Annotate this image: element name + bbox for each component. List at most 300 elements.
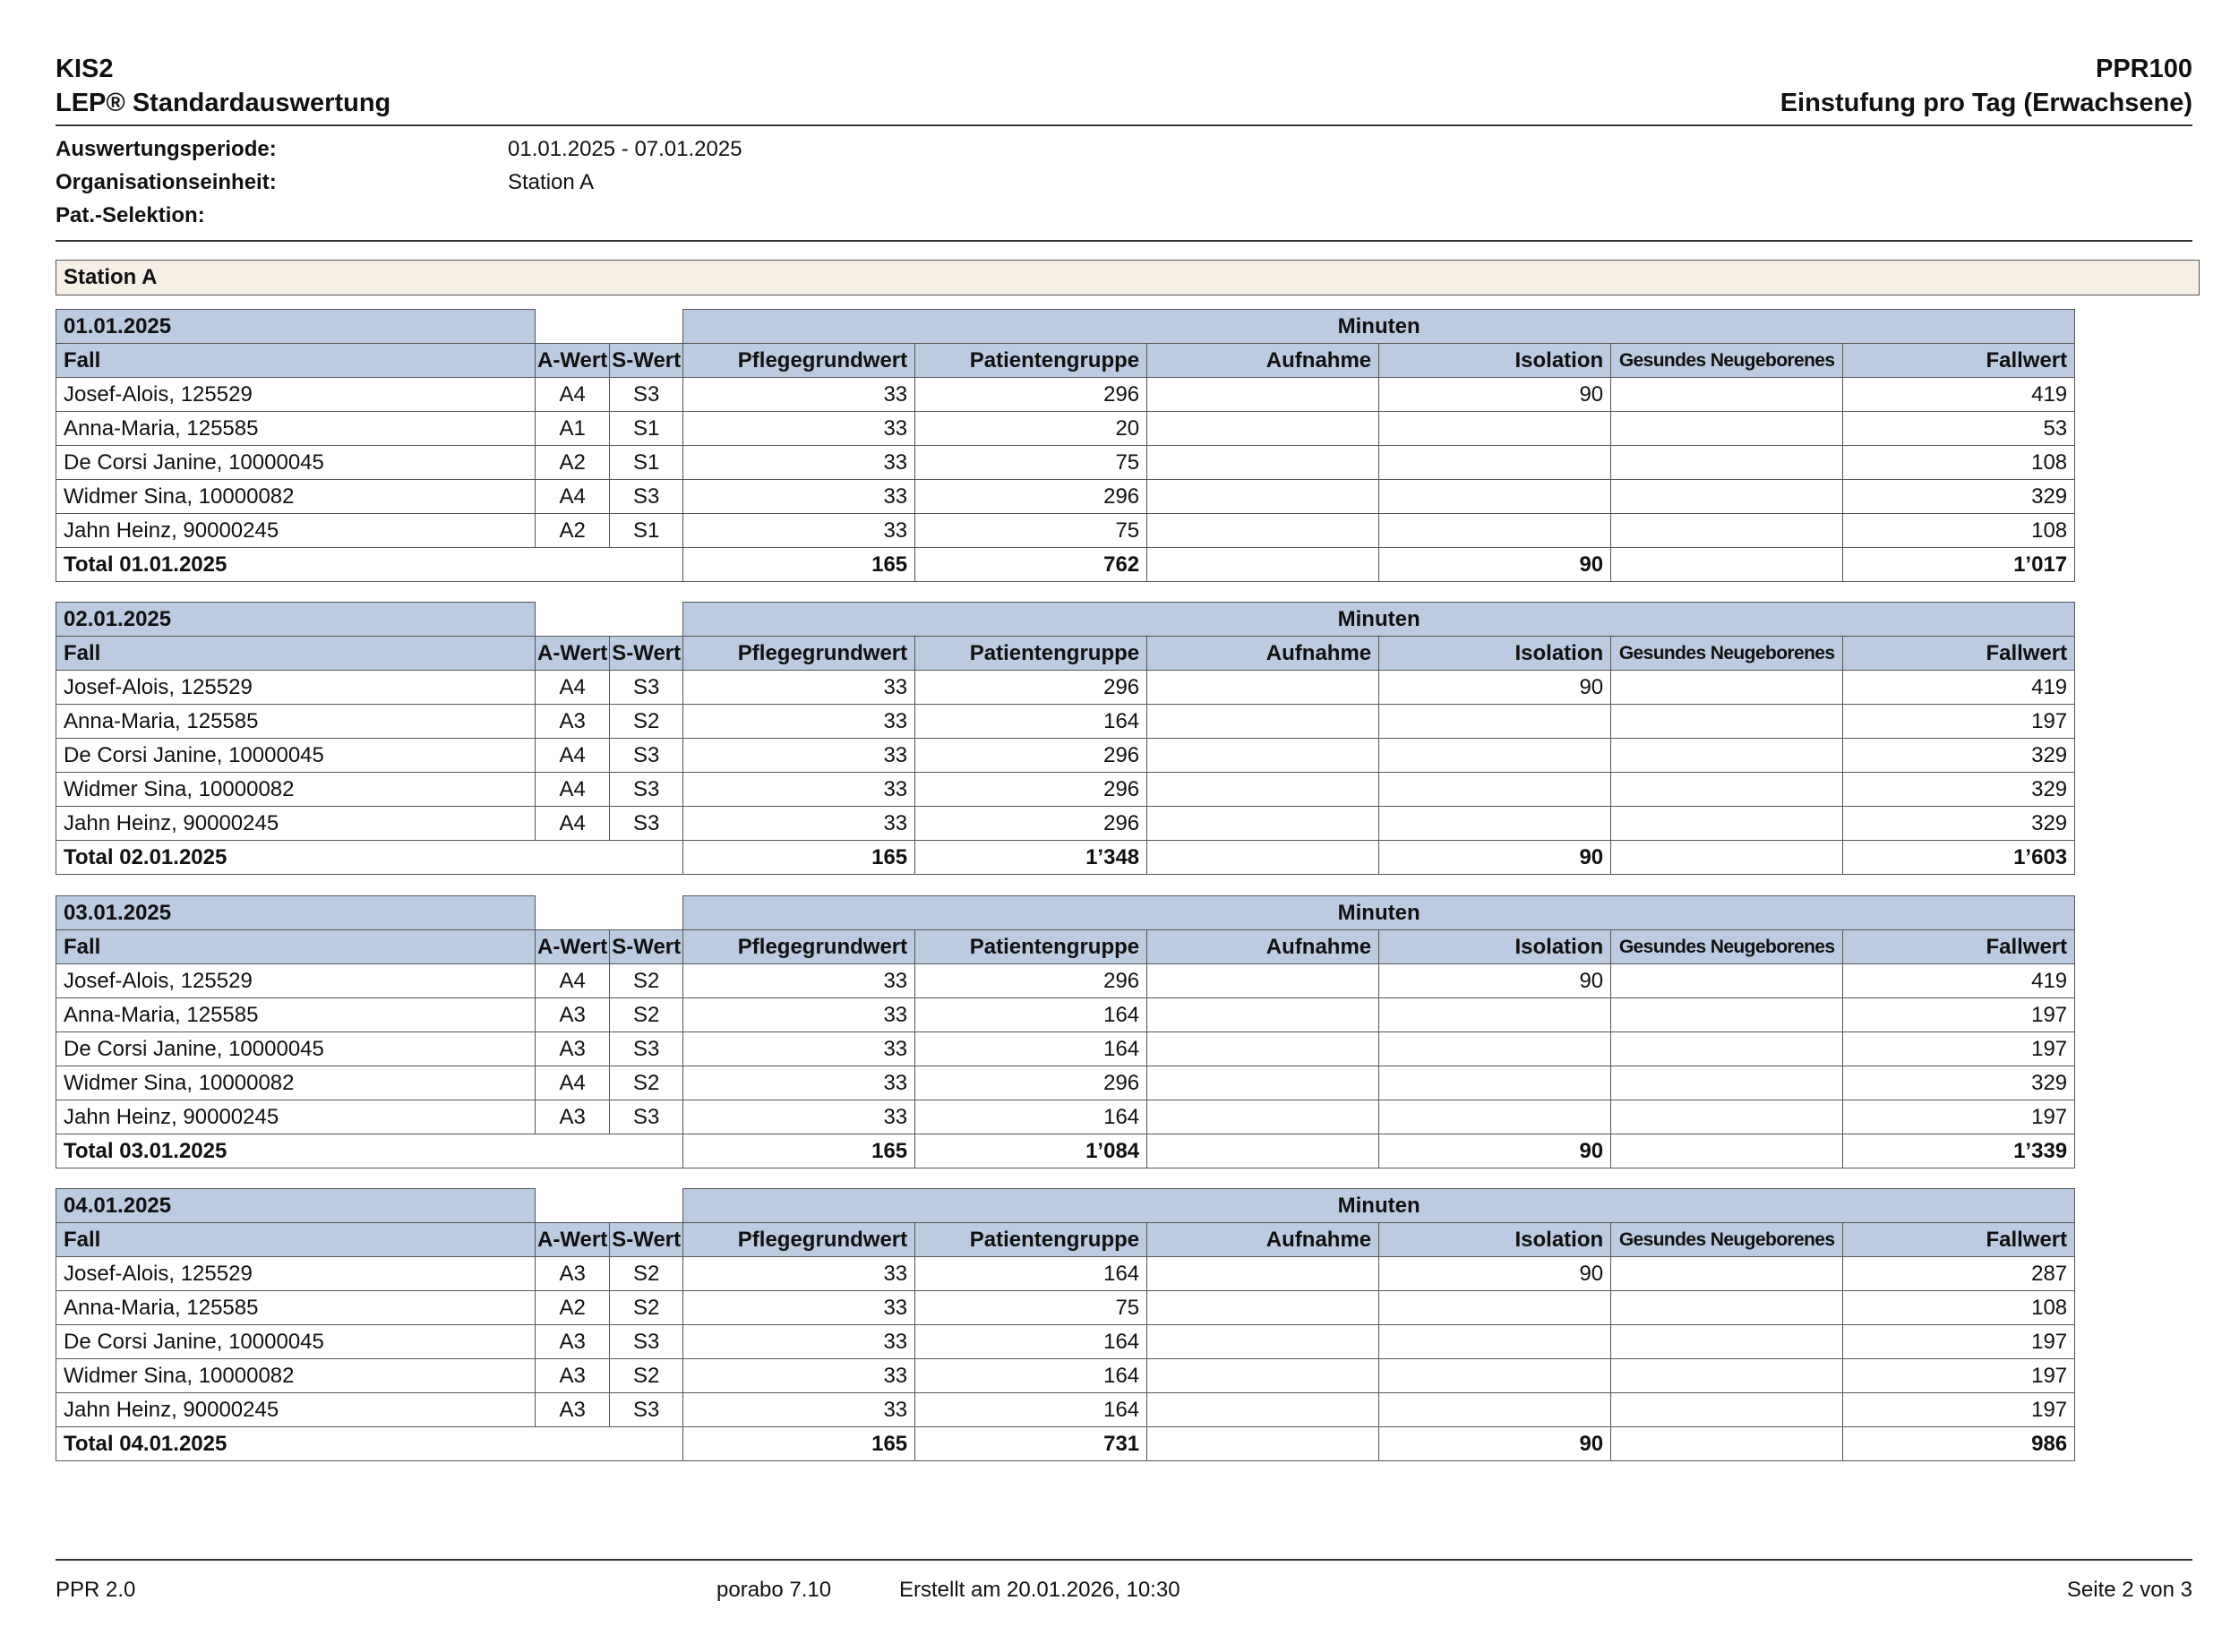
total-aufnahme — [1147, 548, 1379, 582]
total-label: Total 04.01.2025 — [56, 1427, 683, 1461]
total-fallwert: 1’017 — [1843, 548, 2075, 582]
cell-a-wert: A4 — [536, 739, 610, 773]
total-neugeborenes — [1611, 548, 1843, 582]
cell-s-wert: S3 — [610, 378, 683, 412]
cell-pflege: 33 — [683, 807, 915, 841]
total-pflege: 165 — [683, 1427, 915, 1461]
cell-isolation — [1379, 998, 1611, 1032]
cell-pflege: 33 — [683, 1100, 915, 1134]
cell-a-wert: A3 — [536, 1359, 610, 1393]
day-date-label: 04.01.2025 — [64, 1193, 172, 1218]
cell-neugeborenes — [1611, 1291, 1843, 1325]
total-neugeborenes — [1611, 1427, 1843, 1461]
col-pflege: Pflegegrundwert — [683, 637, 915, 671]
col-aufnahme: Aufnahme — [1147, 1223, 1379, 1257]
cell-fall: Jahn Heinz, 90000245 — [56, 514, 536, 548]
cell-fall: Jahn Heinz, 90000245 — [56, 1100, 536, 1134]
app-name: KIS2 — [56, 55, 114, 83]
cell-s-wert: S3 — [610, 1032, 683, 1066]
cell-aufnahme — [1147, 964, 1379, 998]
col-fall: Fall — [56, 637, 536, 671]
cell-isolation — [1379, 480, 1611, 514]
cell-aufnahme — [1147, 1100, 1379, 1134]
col-s-wert: S-Wert — [610, 344, 683, 378]
cell-neugeborenes — [1611, 480, 1843, 514]
cell-patgruppe: 164 — [915, 998, 1147, 1032]
total-aufnahme — [1147, 1134, 1379, 1168]
total-aufnahme — [1147, 1427, 1379, 1461]
cell-patgruppe: 20 — [915, 412, 1147, 446]
cell-fallwert: 329 — [1843, 1066, 2075, 1100]
cell-a-wert: A1 — [536, 412, 610, 446]
cell-aufnahme — [1147, 1359, 1379, 1393]
col-a-wert: A-Wert — [536, 344, 610, 378]
total-row — [56, 841, 2075, 875]
cell-s-wert: S2 — [610, 1291, 683, 1325]
col-isolation: Isolation — [1379, 1223, 1611, 1257]
cell-aufnahme — [1147, 412, 1379, 446]
total-neugeborenes — [1611, 841, 1843, 875]
table-row — [56, 807, 2075, 841]
cell-aufnahme — [1147, 705, 1379, 739]
table-row — [56, 1032, 2075, 1066]
cell-s-wert: S2 — [610, 998, 683, 1032]
total-isolation: 90 — [1379, 841, 1611, 875]
cell-a-wert: A4 — [536, 773, 610, 807]
cell-pflege: 33 — [683, 1359, 915, 1393]
cell-aufnahme — [1147, 1032, 1379, 1066]
col-fallwert: Fallwert — [1843, 637, 2075, 671]
cell-fallwert: 197 — [1843, 1325, 2075, 1359]
cell-a-wert: A3 — [536, 1325, 610, 1359]
cell-fall: Josef-Alois, 125529 — [56, 671, 536, 705]
minuten-group-header: Minuten — [683, 603, 2075, 637]
column-header-row — [56, 930, 2075, 964]
cell-isolation — [1379, 705, 1611, 739]
col-aufnahme: Aufnahme — [1147, 344, 1379, 378]
total-fallwert: 986 — [1843, 1427, 2075, 1461]
cell-patgruppe: 75 — [915, 1291, 1147, 1325]
col-pflege: Pflegegrundwert — [683, 930, 915, 964]
col-isolation: Isolation — [1379, 930, 1611, 964]
cell-a-wert: A4 — [536, 807, 610, 841]
station-header: Station A — [56, 260, 2200, 295]
cell-s-wert: S2 — [610, 705, 683, 739]
cell-fall: Josef-Alois, 125529 — [56, 1257, 536, 1291]
col-fallwert: Fallwert — [1843, 344, 2075, 378]
footer-page-number: Seite 2 von 3 — [2066, 1578, 2192, 1602]
cell-a-wert: A2 — [536, 514, 610, 548]
cell-s-wert: S3 — [610, 739, 683, 773]
table-row — [56, 446, 2075, 480]
total-neugeborenes — [1611, 1134, 1843, 1168]
col-a-wert: A-Wert — [536, 930, 610, 964]
cell-patgruppe: 296 — [915, 807, 1147, 841]
cell-fall: Widmer Sina, 10000082 — [56, 1066, 536, 1100]
cell-patgruppe: 75 — [915, 514, 1147, 548]
day-date-label: 02.01.2025 — [64, 606, 172, 631]
column-header-row — [56, 344, 2075, 378]
cell-pflege: 33 — [683, 412, 915, 446]
col-fall: Fall — [56, 1223, 536, 1257]
cell-fallwert: 419 — [1843, 378, 2075, 412]
cell-pflege: 33 — [683, 1032, 915, 1066]
report-meta — [56, 133, 742, 232]
cell-neugeborenes — [1611, 964, 1843, 998]
cell-a-wert: A4 — [536, 671, 610, 705]
cell-s-wert: S3 — [610, 807, 683, 841]
cell-a-wert: A3 — [536, 1393, 610, 1427]
cell-isolation — [1379, 807, 1611, 841]
day-date — [56, 310, 536, 344]
cell-neugeborenes — [1611, 1325, 1843, 1359]
cell-aufnahme — [1147, 773, 1379, 807]
day-date — [56, 896, 536, 930]
cell-pflege: 33 — [683, 1393, 915, 1427]
cell-fall: Anna-Maria, 125585 — [56, 412, 536, 446]
table-row — [56, 998, 2075, 1032]
day-date — [56, 603, 536, 637]
cell-isolation — [1379, 1032, 1611, 1066]
day-header-row — [56, 1189, 2075, 1223]
col-neugeborenes: Gesundes Neugeborenes — [1611, 930, 1843, 964]
cell-pflege: 33 — [683, 1066, 915, 1100]
cell-pflege: 33 — [683, 514, 915, 548]
total-pflege: 165 — [683, 841, 915, 875]
col-fall: Fall — [56, 930, 536, 964]
day-header-row — [56, 310, 2075, 344]
cell-aufnahme — [1147, 739, 1379, 773]
table-row — [56, 378, 2075, 412]
cell-pflege: 33 — [683, 739, 915, 773]
cell-patgruppe: 75 — [915, 446, 1147, 480]
col-a-wert: A-Wert — [536, 637, 610, 671]
cell-neugeborenes — [1611, 1100, 1843, 1134]
minuten-group-header: Minuten — [683, 1189, 2075, 1223]
cell-aufnahme — [1147, 998, 1379, 1032]
cell-neugeborenes — [1611, 1032, 1843, 1066]
cell-pflege: 33 — [683, 705, 915, 739]
cell-a-wert: A3 — [536, 1257, 610, 1291]
col-pflege: Pflegegrundwert — [683, 344, 915, 378]
cell-a-wert: A3 — [536, 1032, 610, 1066]
cell-s-wert: S2 — [610, 1066, 683, 1100]
total-isolation: 90 — [1379, 1427, 1611, 1461]
col-isolation: Isolation — [1379, 344, 1611, 378]
cell-pflege: 33 — [683, 1257, 915, 1291]
day-date-label: 03.01.2025 — [64, 900, 172, 925]
col-s-wert: S-Wert — [610, 930, 683, 964]
cell-aufnahme — [1147, 1066, 1379, 1100]
cell-fallwert: 329 — [1843, 739, 2075, 773]
col-fallwert: Fallwert — [1843, 930, 2075, 964]
cell-neugeborenes — [1611, 705, 1843, 739]
total-row — [56, 548, 2075, 582]
cell-patgruppe: 164 — [915, 705, 1147, 739]
table-row — [56, 1393, 2075, 1427]
table-row — [56, 412, 2075, 446]
meta-label: Auswertungsperiode: — [56, 137, 277, 161]
meta-divider — [56, 240, 2192, 242]
col-s-wert: S-Wert — [610, 1223, 683, 1257]
cell-fall: Josef-Alois, 125529 — [56, 378, 536, 412]
total-label: Total 01.01.2025 — [56, 548, 683, 582]
cell-isolation: 90 — [1379, 964, 1611, 998]
cell-fallwert: 329 — [1843, 773, 2075, 807]
column-header-row — [56, 637, 2075, 671]
report-header-left — [56, 52, 390, 120]
total-row — [56, 1134, 2075, 1168]
cell-patgruppe: 296 — [915, 671, 1147, 705]
cell-s-wert: S1 — [610, 446, 683, 480]
report-header-right — [1780, 52, 2192, 120]
cell-patgruppe: 296 — [915, 480, 1147, 514]
total-row — [56, 1427, 2075, 1461]
table-row — [56, 964, 2075, 998]
cell-isolation — [1379, 1100, 1611, 1134]
cell-pflege: 33 — [683, 773, 915, 807]
cell-aufnahme — [1147, 807, 1379, 841]
cell-fallwert: 108 — [1843, 514, 2075, 548]
meta-patient-selection — [56, 199, 742, 232]
cell-a-wert: A2 — [536, 446, 610, 480]
cell-fall: De Corsi Janine, 10000045 — [56, 446, 536, 480]
cell-s-wert: S3 — [610, 1100, 683, 1134]
cell-aufnahme — [1147, 480, 1379, 514]
cell-patgruppe: 164 — [915, 1032, 1147, 1066]
cell-s-wert: S2 — [610, 1257, 683, 1291]
spacer — [536, 603, 683, 637]
cell-a-wert: A4 — [536, 480, 610, 514]
report-subtitle: LEP® Standardauswertung — [56, 89, 391, 117]
cell-fall: De Corsi Janine, 10000045 — [56, 739, 536, 773]
cell-fall: De Corsi Janine, 10000045 — [56, 1325, 536, 1359]
day-table — [56, 309, 2075, 582]
table-row — [56, 739, 2075, 773]
day-header-row — [56, 896, 2075, 930]
col-pflege: Pflegegrundwert — [683, 1223, 915, 1257]
cell-fallwert: 329 — [1843, 480, 2075, 514]
cell-isolation — [1379, 739, 1611, 773]
cell-a-wert: A3 — [536, 705, 610, 739]
cell-neugeborenes — [1611, 446, 1843, 480]
cell-pflege: 33 — [683, 1291, 915, 1325]
table-row — [56, 514, 2075, 548]
col-patgruppe: Patientengruppe — [915, 1223, 1147, 1257]
cell-aufnahme — [1147, 1257, 1379, 1291]
cell-fall: Anna-Maria, 125585 — [56, 998, 536, 1032]
col-patgruppe: Patientengruppe — [915, 930, 1147, 964]
cell-isolation — [1379, 446, 1611, 480]
day-header-row — [56, 603, 2075, 637]
cell-patgruppe: 164 — [915, 1359, 1147, 1393]
cell-patgruppe: 164 — [915, 1393, 1147, 1427]
cell-neugeborenes — [1611, 807, 1843, 841]
day-table — [56, 602, 2075, 875]
cell-a-wert: A4 — [536, 378, 610, 412]
cell-fall: Jahn Heinz, 90000245 — [56, 1393, 536, 1427]
cell-fallwert: 197 — [1843, 1359, 2075, 1393]
col-patgruppe: Patientengruppe — [915, 637, 1147, 671]
cell-aufnahme — [1147, 1393, 1379, 1427]
cell-patgruppe: 164 — [915, 1257, 1147, 1291]
table-row — [56, 1257, 2075, 1291]
column-header-row — [56, 1223, 2075, 1257]
col-fall: Fall — [56, 344, 536, 378]
cell-isolation — [1379, 773, 1611, 807]
report-title: Einstufung pro Tag (Erwachsene) — [1780, 89, 2192, 117]
table-row — [56, 480, 2075, 514]
cell-fallwert: 197 — [1843, 1393, 2075, 1427]
cell-aufnahme — [1147, 671, 1379, 705]
cell-fallwert: 329 — [1843, 807, 2075, 841]
spacer — [536, 1189, 683, 1223]
cell-pflege: 33 — [683, 480, 915, 514]
cell-neugeborenes — [1611, 1257, 1843, 1291]
total-pflege: 165 — [683, 1134, 915, 1168]
col-neugeborenes: Gesundes Neugeborenes — [1611, 1223, 1843, 1257]
cell-s-wert: S3 — [610, 1325, 683, 1359]
minuten-group-header: Minuten — [683, 896, 2075, 930]
cell-patgruppe: 296 — [915, 1066, 1147, 1100]
cell-isolation — [1379, 514, 1611, 548]
footer-divider — [56, 1559, 2192, 1561]
meta-period — [56, 133, 742, 166]
cell-isolation — [1379, 1066, 1611, 1100]
cell-aufnahme — [1147, 1325, 1379, 1359]
cell-a-wert: A3 — [536, 998, 610, 1032]
spacer — [536, 896, 683, 930]
table-row — [56, 671, 2075, 705]
cell-s-wert: S3 — [610, 1393, 683, 1427]
cell-s-wert: S1 — [610, 412, 683, 446]
cell-fall: Jahn Heinz, 90000245 — [56, 807, 536, 841]
spacer — [536, 310, 683, 344]
cell-neugeborenes — [1611, 1359, 1843, 1393]
total-label: Total 03.01.2025 — [56, 1134, 683, 1168]
cell-fallwert: 197 — [1843, 1100, 2075, 1134]
cell-fallwert: 108 — [1843, 1291, 2075, 1325]
cell-neugeborenes — [1611, 998, 1843, 1032]
cell-s-wert: S3 — [610, 480, 683, 514]
cell-fall: Anna-Maria, 125585 — [56, 1291, 536, 1325]
cell-patgruppe: 296 — [915, 739, 1147, 773]
cell-fallwert: 108 — [1843, 446, 2075, 480]
total-pflege: 165 — [683, 548, 915, 582]
cell-neugeborenes — [1611, 1393, 1843, 1427]
cell-fallwert: 419 — [1843, 964, 2075, 998]
minuten-group-header: Minuten — [683, 310, 2075, 344]
cell-fall: Josef-Alois, 125529 — [56, 964, 536, 998]
day-table — [56, 1188, 2075, 1461]
cell-fallwert: 419 — [1843, 671, 2075, 705]
col-isolation: Isolation — [1379, 637, 1611, 671]
header-divider — [56, 124, 2192, 126]
meta-org-unit — [56, 166, 742, 199]
cell-neugeborenes — [1611, 378, 1843, 412]
table-row — [56, 1100, 2075, 1134]
cell-isolation — [1379, 412, 1611, 446]
cell-isolation — [1379, 1359, 1611, 1393]
meta-value: 01.01.2025 - 07.01.2025 — [508, 137, 742, 161]
total-patgruppe: 731 — [915, 1427, 1147, 1461]
cell-pflege: 33 — [683, 964, 915, 998]
table-row — [56, 1359, 2075, 1393]
cell-pflege: 33 — [683, 446, 915, 480]
day-table — [56, 895, 2075, 1168]
total-fallwert: 1’603 — [1843, 841, 2075, 875]
cell-isolation — [1379, 1325, 1611, 1359]
total-patgruppe: 1’084 — [915, 1134, 1147, 1168]
cell-patgruppe: 296 — [915, 378, 1147, 412]
cell-fallwert: 287 — [1843, 1257, 2075, 1291]
cell-fallwert: 197 — [1843, 1032, 2075, 1066]
footer-version: porabo 7.10 — [716, 1578, 832, 1602]
cell-isolation: 90 — [1379, 378, 1611, 412]
cell-patgruppe: 164 — [915, 1100, 1147, 1134]
table-row — [56, 1066, 2075, 1100]
cell-a-wert: A4 — [536, 964, 610, 998]
cell-fall: Widmer Sina, 10000082 — [56, 480, 536, 514]
day-date-label: 01.01.2025 — [64, 313, 172, 338]
total-patgruppe: 1’348 — [915, 841, 1147, 875]
meta-label: Organisationseinheit: — [56, 170, 277, 194]
cell-fall: De Corsi Janine, 10000045 — [56, 1032, 536, 1066]
total-label: Total 02.01.2025 — [56, 841, 683, 875]
cell-isolation: 90 — [1379, 1257, 1611, 1291]
cell-isolation — [1379, 1393, 1611, 1427]
cell-pflege: 33 — [683, 671, 915, 705]
table-row — [56, 1325, 2075, 1359]
cell-patgruppe: 296 — [915, 773, 1147, 807]
cell-isolation: 90 — [1379, 671, 1611, 705]
col-neugeborenes: Gesundes Neugeborenes — [1611, 637, 1843, 671]
cell-s-wert: S3 — [610, 773, 683, 807]
col-a-wert: A-Wert — [536, 1223, 610, 1257]
total-isolation: 90 — [1379, 548, 1611, 582]
total-patgruppe: 762 — [915, 548, 1147, 582]
total-aufnahme — [1147, 841, 1379, 875]
cell-neugeborenes — [1611, 1066, 1843, 1100]
col-neugeborenes: Gesundes Neugeborenes — [1611, 344, 1843, 378]
cell-patgruppe: 164 — [915, 1325, 1147, 1359]
day-date — [56, 1189, 536, 1223]
total-isolation: 90 — [1379, 1134, 1611, 1168]
cell-fall: Widmer Sina, 10000082 — [56, 1359, 536, 1393]
cell-neugeborenes — [1611, 773, 1843, 807]
cell-s-wert: S2 — [610, 1359, 683, 1393]
cell-a-wert: A4 — [536, 1066, 610, 1100]
total-fallwert: 1’339 — [1843, 1134, 2075, 1168]
cell-aufnahme — [1147, 1291, 1379, 1325]
cell-fallwert: 53 — [1843, 412, 2075, 446]
table-row — [56, 1291, 2075, 1325]
cell-fallwert: 197 — [1843, 705, 2075, 739]
col-aufnahme: Aufnahme — [1147, 637, 1379, 671]
table-row — [56, 773, 2075, 807]
meta-value: Station A — [508, 170, 595, 194]
cell-neugeborenes — [1611, 514, 1843, 548]
cell-s-wert: S3 — [610, 671, 683, 705]
cell-neugeborenes — [1611, 412, 1843, 446]
cell-neugeborenes — [1611, 671, 1843, 705]
cell-fallwert: 197 — [1843, 998, 2075, 1032]
report-code: PPR100 — [2095, 55, 2192, 83]
cell-pflege: 33 — [683, 378, 915, 412]
cell-patgruppe: 296 — [915, 964, 1147, 998]
cell-aufnahme — [1147, 378, 1379, 412]
meta-label: Pat.-Selektion: — [56, 203, 205, 227]
